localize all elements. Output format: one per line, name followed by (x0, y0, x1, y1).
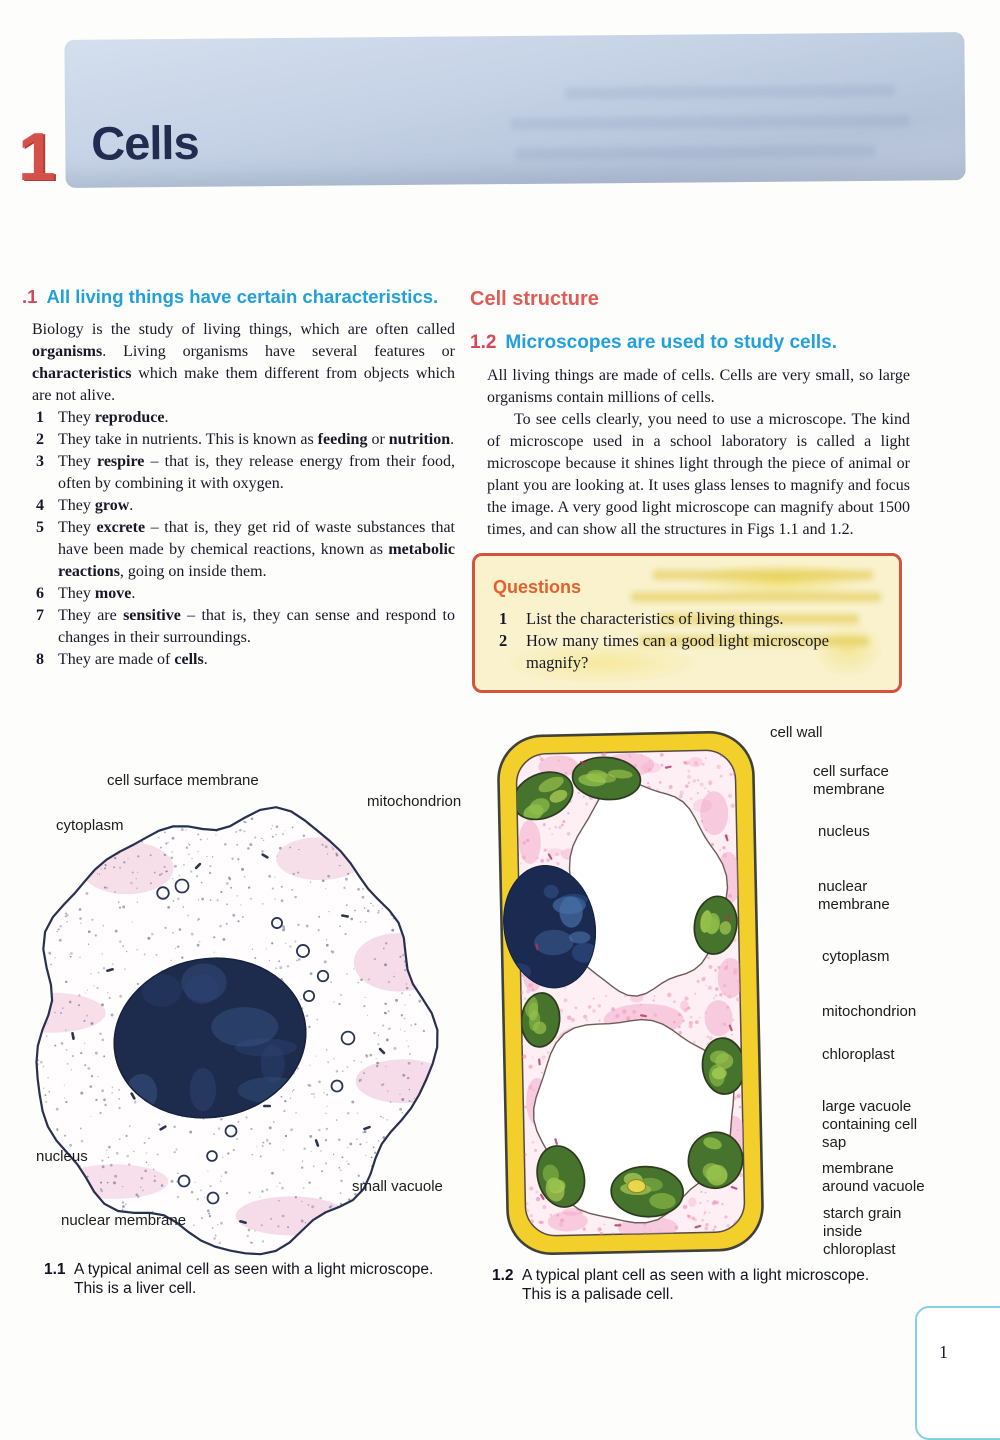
section-number: 1.2 (470, 332, 497, 353)
label-cytoplasm: cytoplasm (822, 948, 890, 965)
item-text: They are made of cells. (58, 651, 208, 668)
item-text: They take in nutrients. This is known as feeding or nutrition. (58, 431, 455, 448)
caption-text: A typical plant cell as seen with a light microscope. This is a palisade cell. (522, 1267, 870, 1303)
question-number: 2 (499, 631, 508, 650)
list-item (36, 517, 455, 583)
section-title: All living things have certain characteristics. (46, 286, 439, 307)
list-item (36, 495, 455, 517)
left-column (22, 285, 458, 671)
label-membrane-around-vacuole: membrane around vacuole (822, 1160, 925, 1195)
list-item (36, 451, 455, 495)
list-item (36, 649, 455, 671)
item-number: 5 (36, 519, 44, 536)
item-text: They move. (58, 585, 136, 602)
list-item (36, 583, 455, 605)
item-text: They grow. (58, 497, 134, 514)
label-large-vacuole: large vacuole containing cell sap (822, 1098, 918, 1151)
item-number: 6 (36, 585, 44, 602)
page-number: 1 (939, 1342, 948, 1362)
chapter-banner (64, 32, 965, 188)
caption-number: 1.2 (492, 1267, 514, 1284)
question-item (493, 608, 881, 630)
question-text: List the characteristics of living things. (526, 609, 784, 628)
item-number: 2 (36, 431, 44, 448)
body-paragraph: All living things are made of cells. Cells are very small, so large organisms contain millions of cells. (487, 367, 910, 406)
body-paragraph: To see cells clearly, you need to use a microscope. The kind of microscope used in a school laboratory is called a light microscope because it shines light through the piece of animal or plant you are looking at. It uses glass lenses to magnify and focus the image. A very good light microscope can magnify about 1500 times, and can show all the structures in Figs 1.1 and 1.2. (487, 411, 910, 538)
section-heading-1-2 (470, 331, 912, 355)
label-mitochondrion: mitochondrion (822, 1003, 917, 1020)
item-text: They excrete – that is, they get rid of waste substances that have been made by chemical reactions, known as metabolic reactions, going on inside them. (58, 519, 455, 580)
bleedthrough-smudge (515, 145, 875, 160)
questions-box (472, 553, 902, 693)
right-column (470, 285, 912, 693)
chapter-number: 1 (18, 119, 56, 195)
item-text: They reproduce. (58, 409, 169, 426)
section-title: Microscopes are used to study cells. (505, 332, 837, 353)
label-nuclear-membrane: nuclear membrane (818, 878, 890, 913)
label-nuclear-membrane: nuclear membrane (61, 1212, 187, 1229)
intro-paragraph: Biology is the study of living things, which are often called organisms. Living organisms have several features or characteristics which make them different from objects which are not alive. (32, 321, 455, 404)
cell-structure-heading: Cell structure (470, 288, 599, 310)
label-nucleus: nucleus (818, 823, 870, 840)
item-text: They are sensitive – that is, they can sense and respond to changes in their surroundings. (58, 607, 456, 646)
questions-title: Questions (493, 577, 582, 597)
figure-caption-1-1 (44, 1260, 464, 1298)
label-cytoplasm: cytoplasm (56, 817, 124, 834)
label-cell-surface-membrane: cell surface membrane (813, 763, 889, 798)
label-chloroplast: chloroplast (822, 1046, 895, 1063)
label-starch-grain: starch grain inside chloroplast (823, 1205, 902, 1258)
item-number: 7 (36, 607, 44, 624)
item-number: 8 (36, 651, 44, 668)
label-nucleus: nucleus (36, 1148, 88, 1165)
bleedthrough-smudge (565, 85, 895, 100)
list-item (36, 605, 455, 649)
figure-caption-1-2 (492, 1266, 922, 1304)
item-text: They respire – that is, they release energy from their food, often by combining it with oxygen. (58, 453, 456, 492)
list-item (36, 407, 455, 429)
label-small-vacuole: small vacuole (352, 1178, 443, 1195)
plant-cell-illustration (493, 720, 771, 1265)
item-number: 3 (36, 453, 44, 470)
page-number-box (915, 1306, 1000, 1440)
question-item (493, 630, 881, 674)
label-cell-surface-membrane: cell surface membrane (107, 772, 259, 789)
item-number: 1 (36, 409, 44, 426)
characteristics-list (36, 407, 455, 671)
caption-text: A typical animal cell as seen with a light microscope. This is a liver cell. (74, 1261, 434, 1297)
question-text: How many times can a good light microscope magnify? (526, 631, 829, 672)
chapter-title: Cells (91, 115, 199, 170)
label-mitochondrion: mitochondrion (367, 793, 462, 810)
bleedthrough-smudge (510, 115, 910, 130)
list-item (36, 429, 455, 451)
label-cell-wall: cell wall (770, 724, 823, 741)
question-number: 1 (499, 609, 508, 628)
section-number: .1 (22, 286, 38, 307)
section-heading-1-1 (22, 285, 458, 309)
item-number: 4 (36, 497, 44, 514)
caption-number: 1.1 (44, 1261, 66, 1278)
